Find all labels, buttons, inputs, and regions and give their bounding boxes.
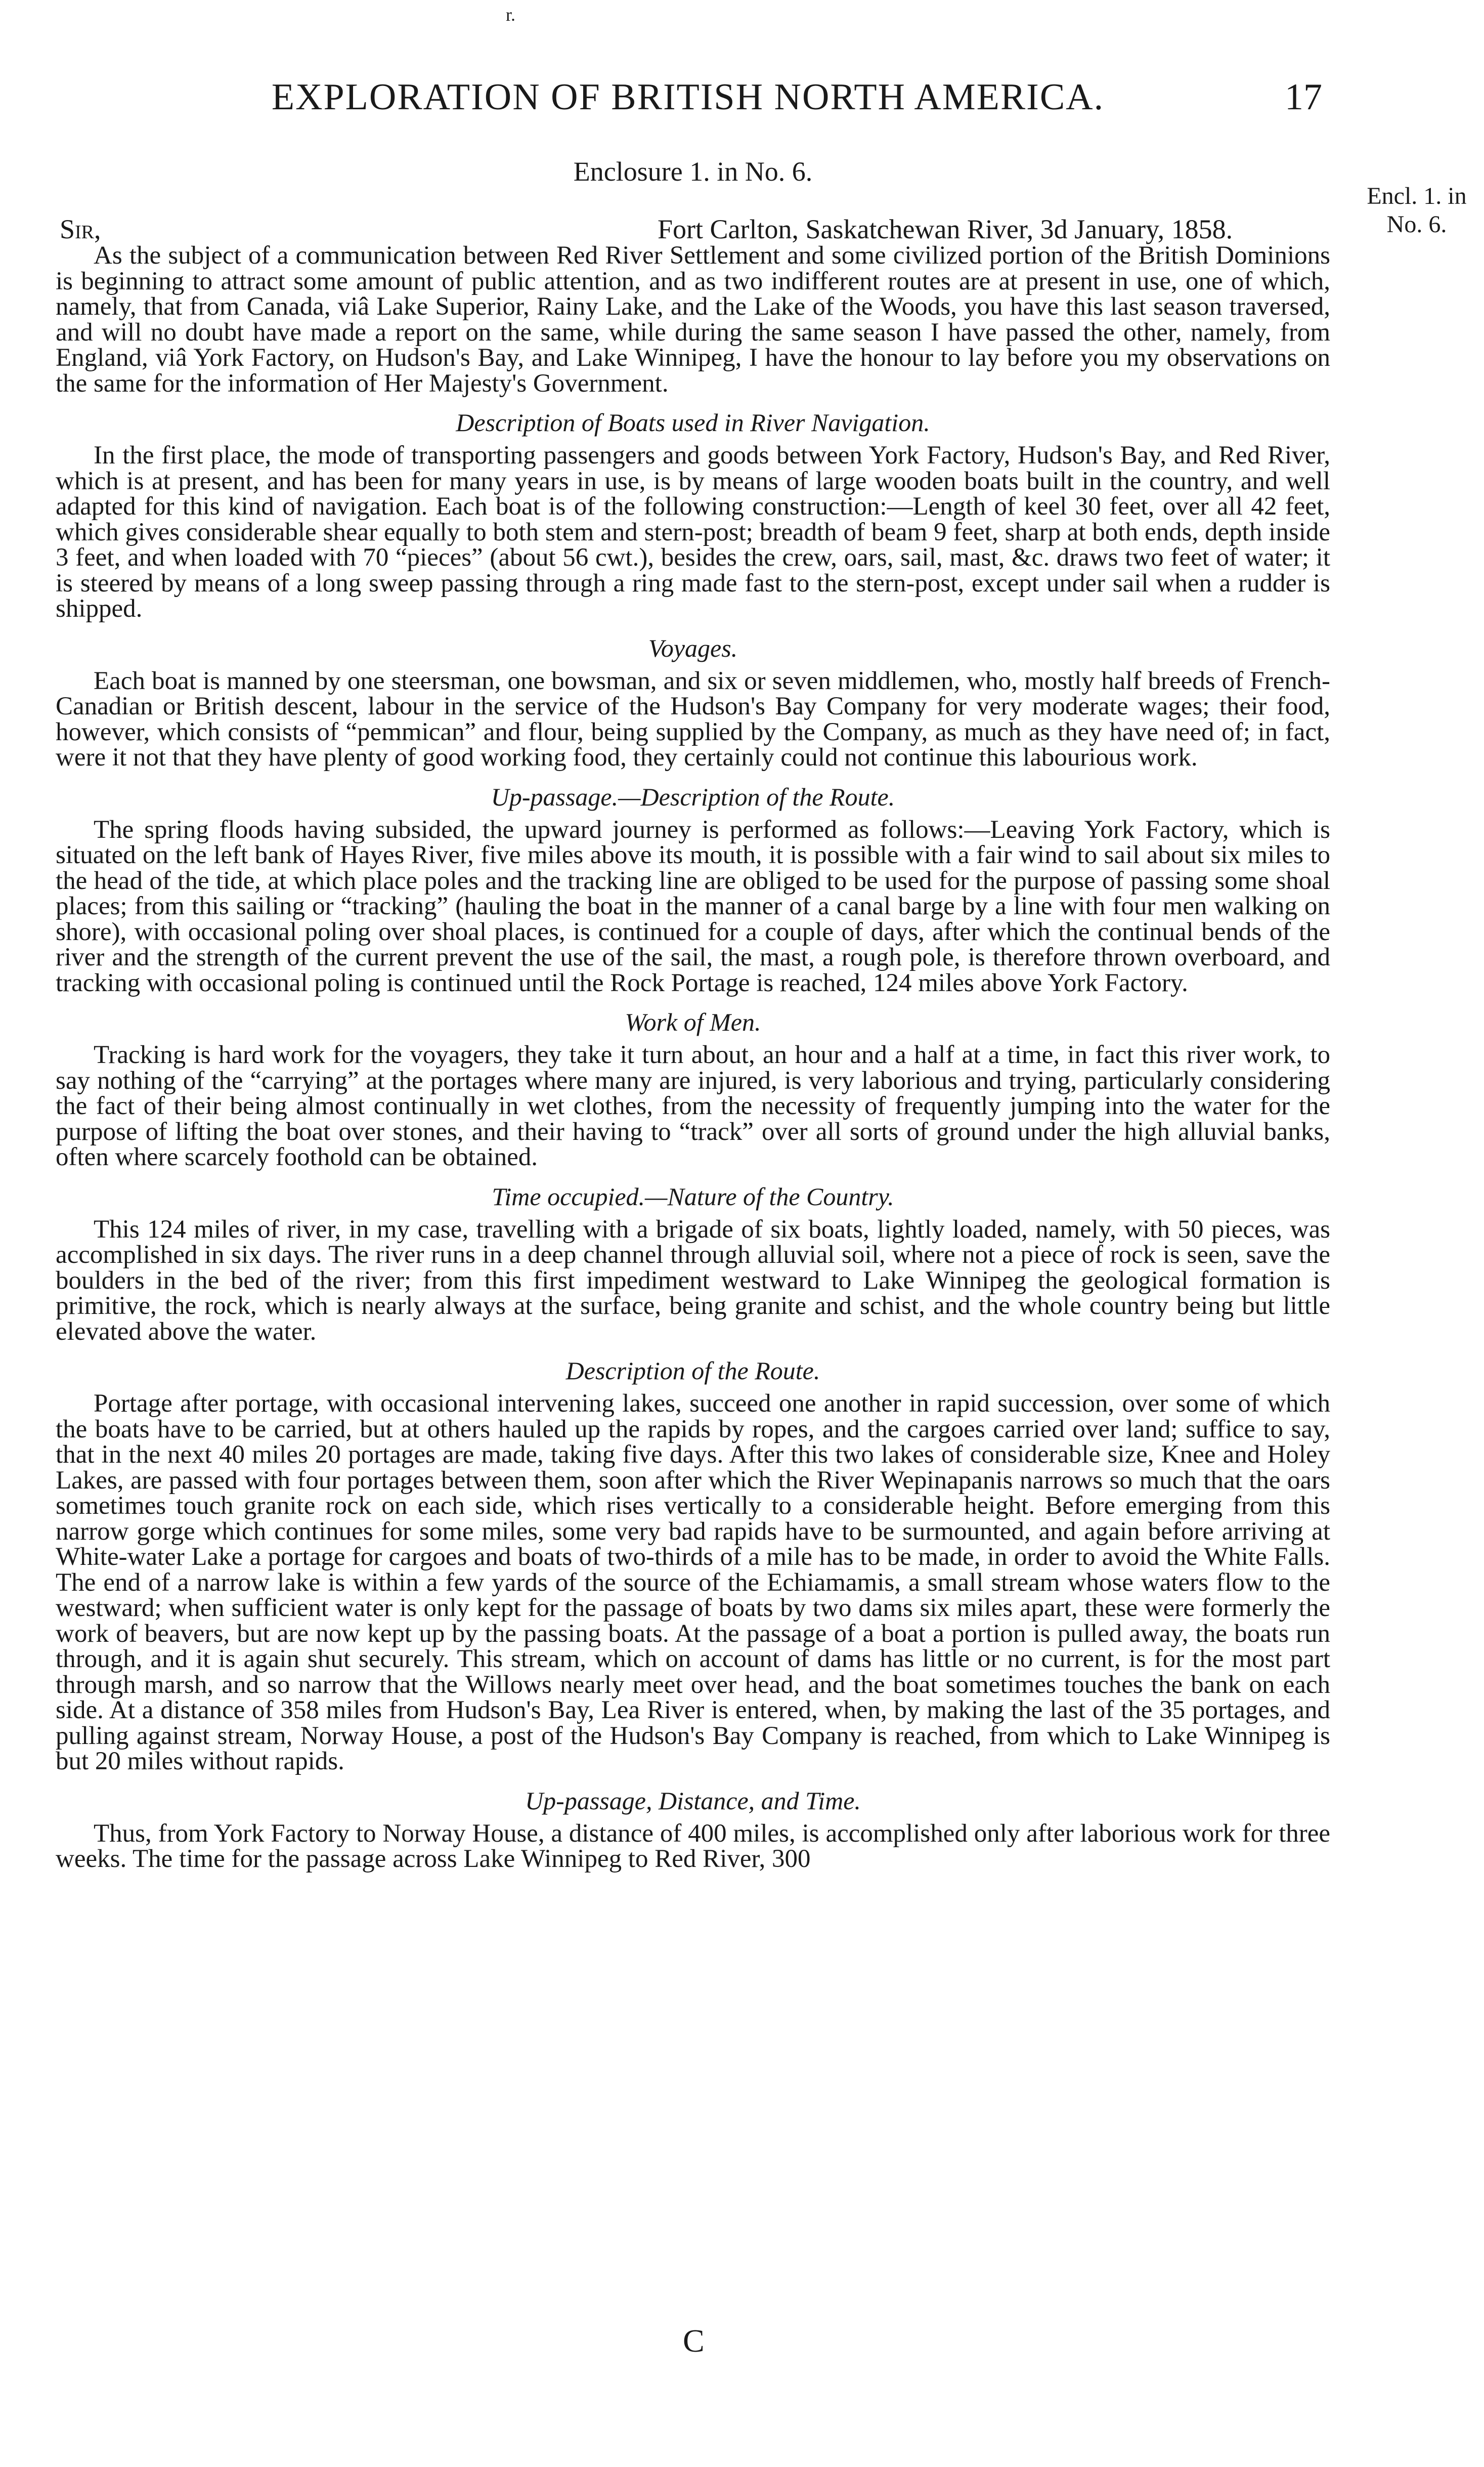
section-heading-voyages: Voyages.	[648, 633, 738, 662]
paragraph-boats: In the first place, the mode of transporting passengers and goods between York Factory, Hudson's Bay, and Red River, which is at present, and has been for many years in use, is by means of large wooden boats built in the country, and well adapted for this kind of navigation. Each boat is of the following construction:—Length of keel 30 feet, over all 42 feet, which gives considerable shear equally to both stem and stern-post; breadth of beam 9 feet, sharp at both ends, depth inside 3 feet, and when loaded with 70 “pieces” (about 56 cwt.), besides the crew, oars, sail, mast, &c. draws two feet of water; it is steered by means of a long sweep passing through a ring made fast to the stern-post, except under sail when a rudder is shipped.	[56, 441, 1330, 623]
dateline: Fort Carlton, Saskatchewan River, 3d January, 1858.	[658, 214, 1233, 244]
paragraph-work-of-men: Tracking is hard work for the voyagers, they take it turn about, an hour and a half at a time, in fact this river work, to say nothing of the “carrying” at the portages where many are injured, is very laborious and trying, particularly considering the fact of their being almost continually in wet clothes, from the necessity of frequently jumping into the water for the purpose of lifting the boat over stones, and their having to “track” over all sorts of ground under the high alluvial banks, often where scarcely foothold can be obtained.	[56, 1041, 1330, 1171]
paragraph-intro: As the subject of a communication between Red River Settlement and some civilized portion of the British Dominions is beginning to attract some amount of public attention, and as two indifferent routes are at present in use, one of which, namely, that from Canada, viâ Lake Superior, Rainy Lake, and the Lake of the Woods, you have this last season traversed, and will no doubt have made a report on the same, while during the same season I have passed the other, namely, from England, viâ York Factory, on Hudson's Bay, and Lake Winnipeg, I have the honour to lay before you my observations on the same for the information of Her Majesty's Government.	[56, 241, 1330, 398]
margin-note	[1349, 182, 1484, 239]
running-head: EXPLORATION OF BRITISH NORTH AMERICA.	[271, 76, 1105, 118]
section-heading-boats: Description of Boats used in River Navigation.	[456, 408, 930, 437]
paragraph-distance-time: Thus, from York Factory to Norway House, a distance of 400 miles, is accomplished only after laborious work for three weeks. The time for the passage across Lake Winnipeg to Red River, 300	[56, 1819, 1330, 1873]
section-heading-distance-time: Up-passage, Distance, and Time.	[525, 1786, 861, 1815]
paragraph-route: Portage after portage, with occasional intervening lakes, succeed one another in rapid succession, over some of which the boats have to be carried, but at others hauled up the rapids by ropes, and the cargoes carried over land; suffice to say, that in the next 40 miles 20 portages are made, taking five days. After this two lakes of considerable size, Knee and Holey Lakes, are passed with four portages between them, soon after which the River Wepinapanis narrows so much that the oars sometimes touch granite rock on each side, which rises vertically to a considerable height. Before emerging from this narrow gorge which continues for some miles, some very bad rapids have to be surmounted, and again before arriving at White-water Lake a portage for cargoes and boats of two-thirds of a mile has to be made, in order to avoid the White Falls. The end of a narrow lake is within a few yards of the source of the Echiamamis, a small stream whose waters flow to the westward; when sufficient water is only kept for the passage of boats by two dams six miles apart, these were formerly the work of beavers, but are now kept up by the passing boats. At the passage of a boat a portion is pulled away, the boats run through, and it is again shut securely. This stream, which on account of dams has little or no current, is for the most part through marsh, and so narrow that the Willows nearly meet over head, and the boat sometimes touches the bank on each side. At a distance of 358 miles from Hudson's Bay, Lea River is entered, when, by making the last of the 35 portages, and pulling against stream, Norway House, a post of the Hudson's Bay Company is reached, from which to Lake Winnipeg is but 20 miles without rapids.	[56, 1389, 1330, 1775]
signature-mark: C	[683, 2323, 705, 2359]
section-heading-time-occupied: Time occupied.—Nature of the Country.	[492, 1182, 894, 1211]
margin-note-line: No. 6.	[1386, 211, 1447, 238]
page-number: 17	[1285, 76, 1322, 118]
letter-body	[56, 243, 1330, 1872]
margin-note-line: Encl. 1. in	[1367, 183, 1467, 209]
paragraph-voyages: Each boat is manned by one steersman, one bowsman, and six or seven middlemen, who, mostly half breeds of French-Canadian or British descent, labour in the service of the Hudson's Bay Company for very moderate wages; their food, however, which consists of “pemmican” and flour, being supplied by the Company, as much as they have need of; in fact, were it not that they have plenty of good working food, they certainly could not continue this labourious work.	[56, 666, 1330, 772]
salutation: Sir,	[60, 214, 101, 244]
section-heading-route: Description of the Route.	[565, 1356, 820, 1385]
enclosure-title: Enclosure 1. in No. 6.	[573, 156, 813, 187]
section-heading-up-passage: Up-passage.—Description of the Route.	[491, 782, 895, 811]
paragraph-time-occupied: This 124 miles of river, in my case, travelling with a brigade of six boats, lightly loaded, namely, with 50 pieces, was accomplished in six days. The river runs in a deep channel through alluvial soil, where not a piece of rock is seen, save the boulders in the bed of the river; from this first impediment westward to Lake Winnipeg the geological formation is primitive, the rock, which is nearly always at the surface, being granite and schist, and the whole country being but little elevated above the water.	[56, 1215, 1330, 1346]
top-mark: r.	[506, 5, 516, 25]
paragraph-up-passage: The spring floods having subsided, the upward journey is performed as follows:—Leaving York Factory, which is situated on the left bank of Hayes River, five miles above its mouth, it is possible with a fair wind to sail about six miles to the head of the tide, at which place poles and the tracking line are obliged to be used for the purpose of passing some shoal places; from this sailing or “tracking” (hauling the boat in the manner of a canal barge by a line with four men walking on shore), with occasional poling over shoal places, is continued for a couple of days, after which the continual bends of the river and the strength of the current prevent the use of the sail, the mast, a rough pole, is therefore thrown overboard, and tracking with occasional poling is continued until the Rock Portage is reached, 124 miles above York Factory.	[56, 815, 1330, 997]
section-heading-work-of-men: Work of Men.	[625, 1008, 761, 1036]
